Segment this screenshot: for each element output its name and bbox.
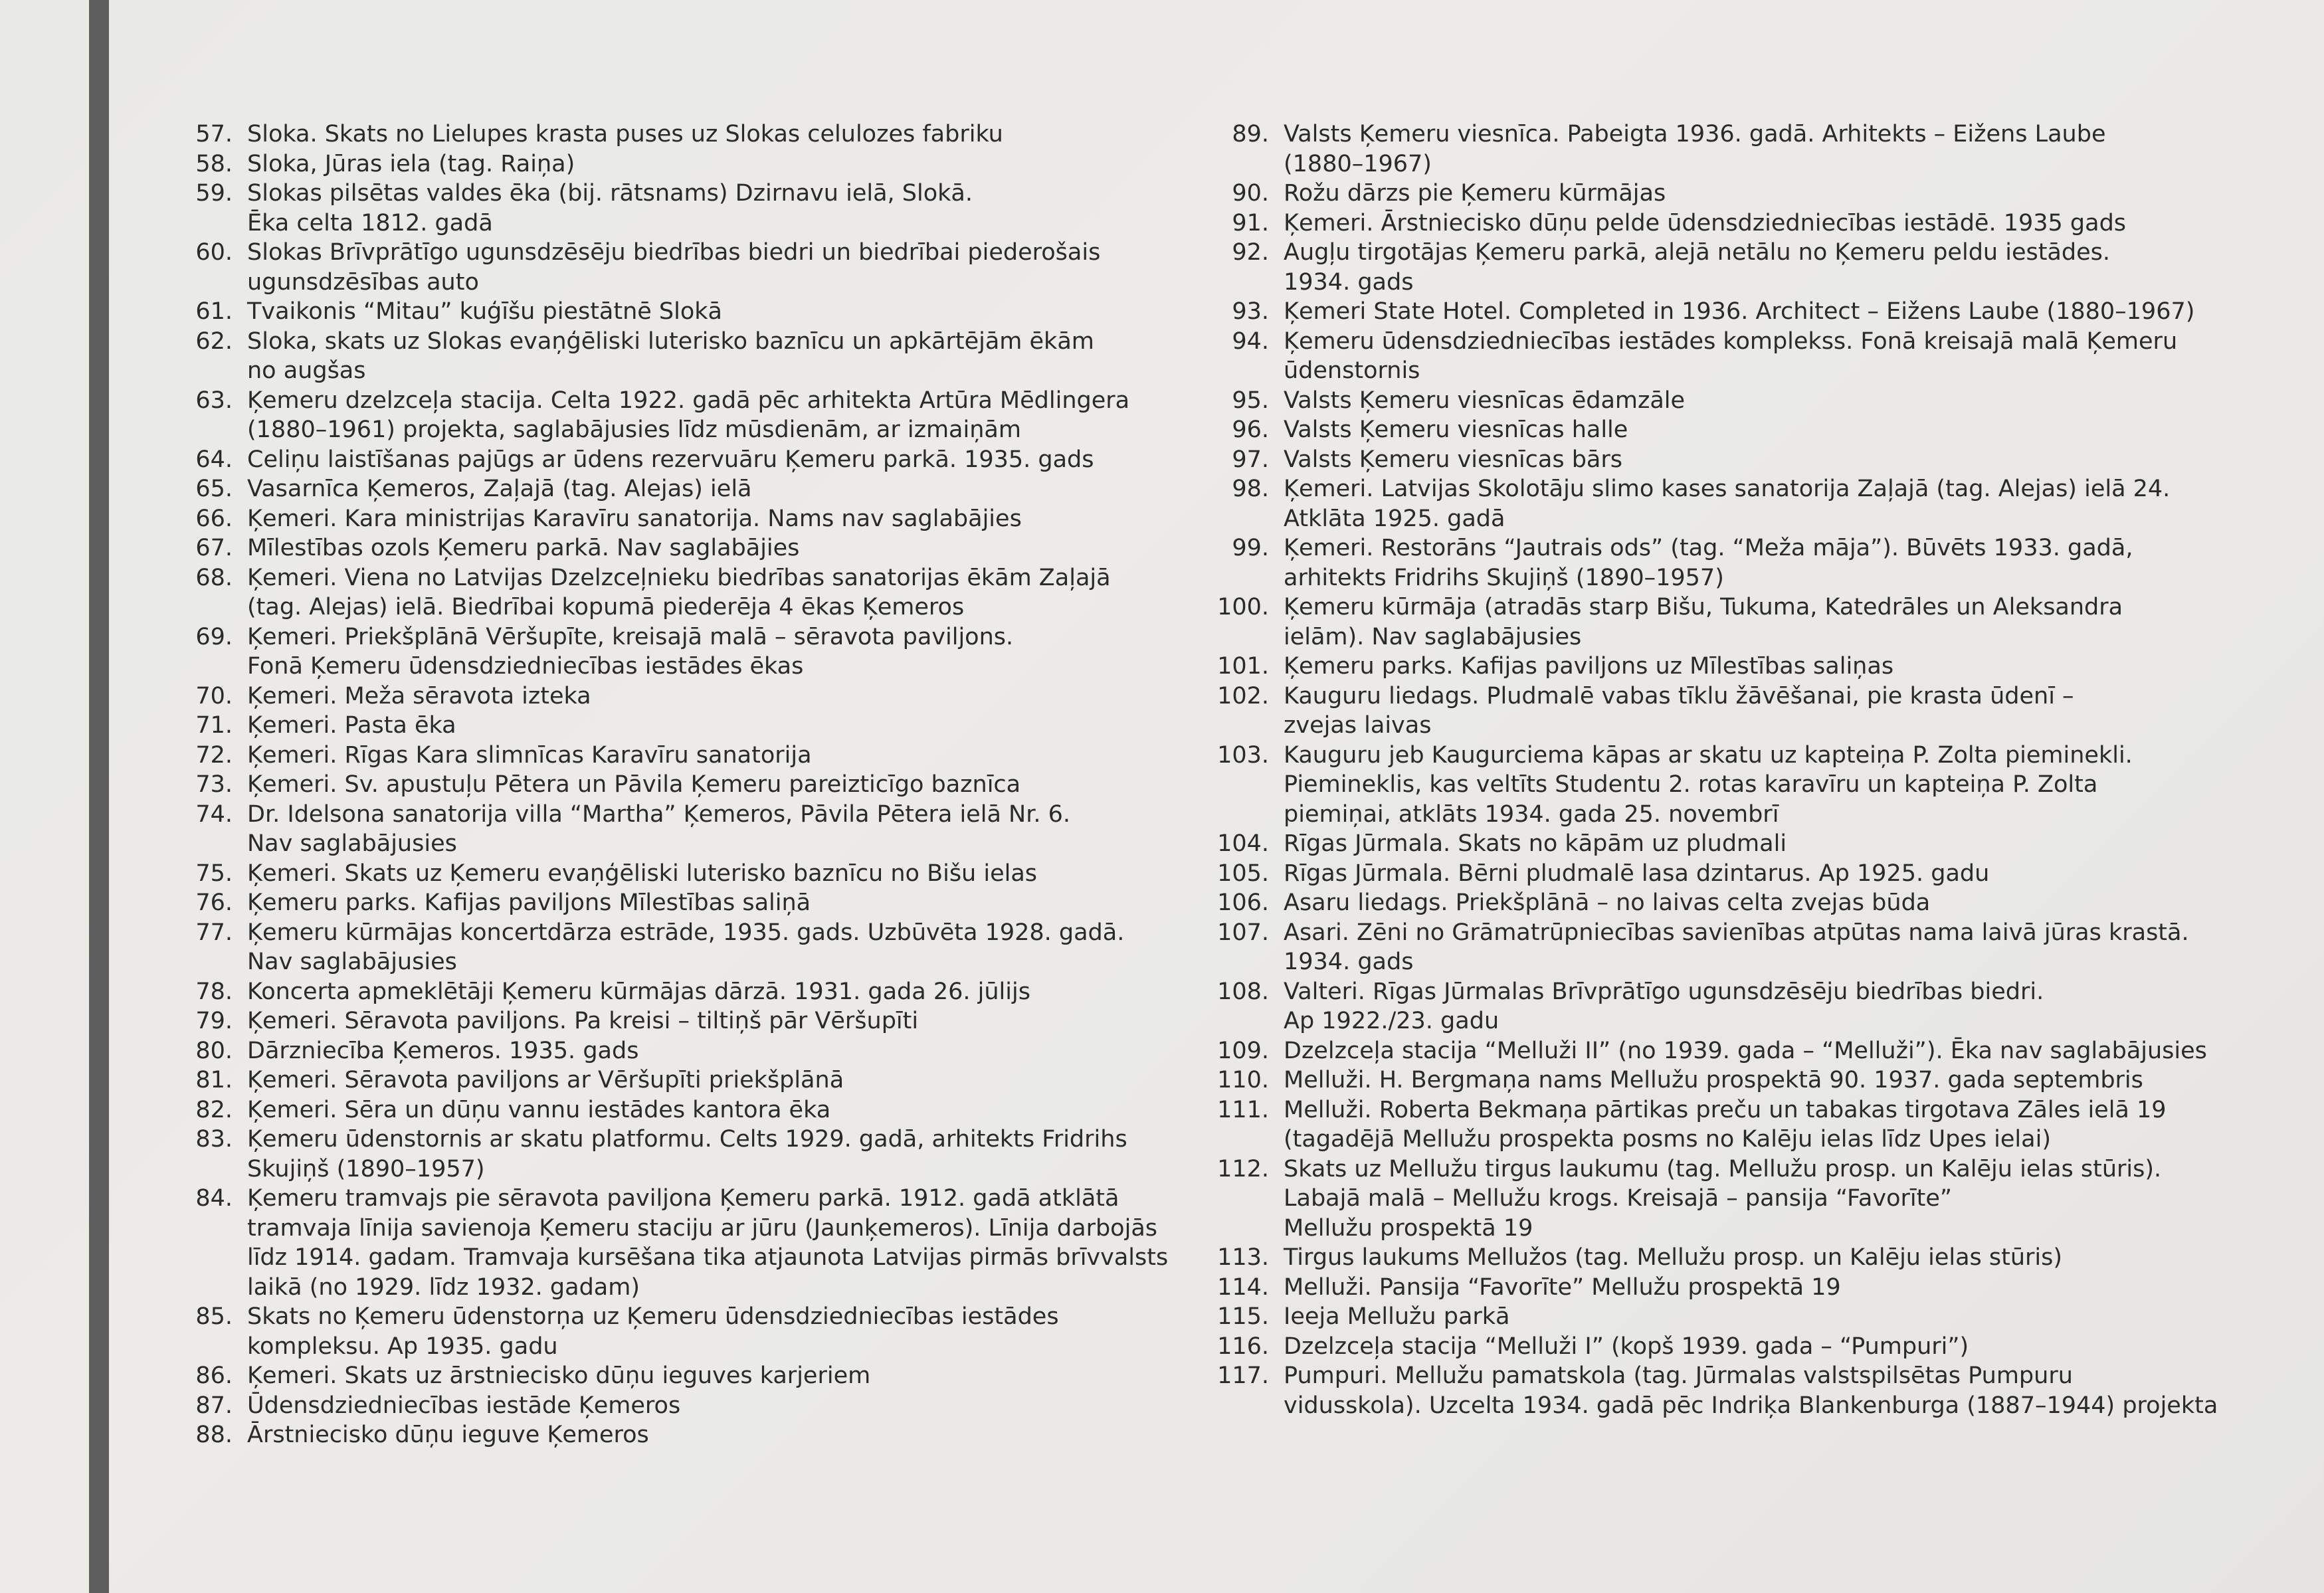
caption-text [1284, 1066, 2219, 1095]
caption-number: 89. [1232, 121, 1269, 147]
caption-number: 107. [1217, 919, 1269, 946]
caption-entry [174, 918, 1184, 977]
caption-number: 68. [195, 564, 233, 591]
caption-line: Mīlestības ozols Ķemeru parkā. Nav saglabājies [247, 535, 800, 561]
caption-entry [174, 1361, 1184, 1391]
caption-line: Asaru liedags. Priekšplānā – no laivas celta zvejas būda [1284, 890, 1931, 916]
caption-line: no augšas [247, 357, 366, 384]
caption-number: 92. [1232, 239, 1269, 266]
caption-number: 110. [1217, 1067, 1269, 1093]
caption-line: Ķemeri. Sēra un dūņu vannu iestādes kantora ēka [247, 1096, 831, 1123]
caption-text [247, 1361, 1184, 1391]
caption-entry [1196, 1036, 2219, 1066]
caption-text [247, 1302, 1184, 1361]
caption-text [1284, 445, 2219, 475]
caption-line: Ķemeri. Kara ministrijas Karavīru sanatorija. Nams nav saglabājies [247, 505, 1022, 532]
caption-entry [1196, 652, 2219, 682]
caption-entry [1196, 977, 2219, 1036]
caption-entry [174, 563, 1184, 622]
caption-line: Ķemeru kūrmāja (atradās starp Bišu, Tukuma, Katedrāles un Aleksandra [1284, 594, 2123, 620]
caption-entry [174, 1036, 1184, 1066]
caption-entry [174, 474, 1184, 504]
caption-line: Valsts Ķemeru viesnīcas halle [1284, 417, 1628, 443]
caption-line: Rīgas Jūrmala. Skats no kāpām uz pludmali [1284, 830, 1787, 857]
caption-text [1284, 1155, 2219, 1244]
caption-text [247, 563, 1184, 622]
caption-number: 111. [1217, 1096, 1269, 1123]
caption-number: 81. [195, 1067, 233, 1093]
caption-line: Ķemeri. Rīgas Kara slimnīcas Karavīru sanatorija [247, 741, 812, 769]
caption-entry [1196, 386, 2219, 416]
caption-line: Skats uz Mellužu tirgus laukumu (tag. Mellužu prosp. un Kalēju ielas stūris). [1284, 1155, 2162, 1182]
caption-line: 1934. gads [1284, 949, 1414, 975]
caption-text [247, 1006, 1184, 1036]
caption-number: 85. [195, 1303, 233, 1330]
caption-line: Ap 1922./23. gadu [1284, 1008, 1500, 1034]
caption-text [247, 918, 1184, 977]
caption-text [247, 179, 1184, 238]
caption-number: 94. [1232, 328, 1269, 355]
caption-line: Dzelzceļa stacija “Melluži I” (kopš 1939. gada – “Pumpuri”) [1284, 1333, 1969, 1360]
caption-text [1284, 386, 2219, 416]
caption-entry [174, 1184, 1184, 1302]
caption-line: Ieeja Mellužu parkā [1284, 1303, 1510, 1330]
caption-text [1284, 1243, 2219, 1273]
caption-line: Ķemeri. Priekšplānā Vēršupīte, kreisajā malā – sēravota paviljons. [247, 623, 1014, 650]
caption-text [1284, 829, 2219, 859]
caption-list-left [174, 120, 1184, 1450]
caption-entry [1196, 682, 2219, 741]
caption-text [247, 622, 1184, 682]
caption-text [247, 297, 1184, 327]
caption-line: Ķemeru tramvajs pie sēravota paviljona Ķemeru parkā. 1912. gadā atklātā [247, 1185, 1119, 1212]
caption-number: 83. [195, 1126, 233, 1153]
caption-line: Ķemeri. Skats uz ārstniecisko dūņu ieguves karjeriem [247, 1362, 871, 1389]
caption-line: ielām). Nav saglabājusies [1284, 623, 1582, 650]
caption-entry [1196, 179, 2219, 209]
caption-number: 70. [195, 682, 233, 709]
caption-number: 100. [1217, 594, 1269, 620]
caption-text [247, 1184, 1184, 1302]
caption-number: 114. [1217, 1273, 1269, 1301]
caption-text [247, 1125, 1184, 1184]
caption-line: Ķemeri. Viena no Latvijas Dzelzceļnieku biedrības sanatorijas ēkām Zaļajā [247, 564, 1111, 591]
caption-text [247, 474, 1184, 504]
caption-number: 115. [1217, 1303, 1269, 1330]
caption-entry [174, 977, 1184, 1007]
caption-number: 80. [195, 1037, 233, 1064]
caption-line: Ārstniecisko dūņu ieguve Ķemeros [247, 1422, 649, 1448]
caption-text [1284, 1302, 2219, 1332]
caption-number: 84. [195, 1185, 233, 1212]
caption-entry [1196, 445, 2219, 475]
caption-text [247, 238, 1184, 297]
caption-text [247, 149, 1184, 179]
caption-text [1284, 415, 2219, 445]
caption-line: Ķemeri State Hotel. Completed in 1936. Architect – Eižens Laube (1880–1967) [1284, 298, 2195, 325]
caption-entry [1196, 120, 2219, 179]
caption-line: Ķemeri. Pasta ēka [247, 712, 456, 739]
caption-line: Koncerta apmeklētāji Ķemeru kūrmājas dārzā. 1931. gada 26. jūlijs [247, 978, 1030, 1005]
caption-number: 101. [1217, 653, 1269, 680]
caption-entry [174, 888, 1184, 918]
caption-entry [1196, 327, 2219, 386]
caption-text [247, 859, 1184, 889]
caption-text [1284, 474, 2219, 533]
caption-text [247, 327, 1184, 386]
caption-entry [174, 1420, 1184, 1450]
caption-line: Pumpuri. Mellužu pamatskola (tag. Jūrmalas valstspilsētas Pumpuru [1284, 1362, 2073, 1389]
caption-entry [174, 711, 1184, 741]
caption-line: Ūdensdziedniecības iestāde Ķemeros [247, 1392, 681, 1419]
caption-text [247, 888, 1184, 918]
caption-text [1284, 238, 2219, 297]
caption-line: Sloka, skats uz Slokas evaņģēliski luterisko baznīcu un apkārtējām ēkām [247, 328, 1094, 355]
caption-text [247, 1066, 1184, 1095]
caption-text [1284, 888, 2219, 918]
caption-line: Slokas pilsētas valdes ēka (bij. rātsnams) Dzirnavu ielā, Slokā. [247, 180, 973, 207]
caption-line: Skats no Ķemeru ūdenstorņa uz Ķemeru ūdensdziedniecības iestādes [247, 1303, 1059, 1330]
caption-line: Atklāta 1925. gadā [1284, 505, 1505, 532]
caption-entry [1196, 1066, 2219, 1095]
caption-line: Ķemeri. Skats uz Ķemeru evaņģēliski luterisko baznīcu no Bišu ielas [247, 860, 1038, 887]
caption-line: Piemineklis, kas veltīts Studentu 2. rotas karavīru un kapteiņa P. Zolta [1284, 771, 2098, 798]
caption-entry [174, 1095, 1184, 1125]
caption-line: Rožu dārzs pie Ķemeru kūrmājas [1284, 180, 1666, 207]
caption-line: Sloka, Jūras iela (tag. Raiņa) [247, 150, 575, 177]
caption-entry [174, 149, 1184, 179]
caption-text [1284, 1273, 2219, 1303]
caption-entry [1196, 1155, 2219, 1244]
caption-entry [174, 504, 1184, 534]
caption-number: 77. [195, 919, 233, 946]
caption-text [1284, 1332, 2219, 1362]
caption-entry [174, 770, 1184, 800]
caption-text [1284, 977, 2219, 1036]
caption-line: piemiņai, atklāts 1934. gada 25. novembrī [1284, 800, 1779, 828]
caption-number: 90. [1232, 180, 1269, 207]
caption-line: ugunsdzēsības auto [247, 268, 479, 296]
caption-number: 93. [1232, 298, 1269, 325]
caption-line: Slokas Brīvprātīgo ugunsdzēsēju biedrības biedri un biedrībai piederošais [247, 239, 1101, 266]
caption-line: Celiņu laistīšanas pajūgs ar ūdens rezervuāru Ķemeru parkā. 1935. gads [247, 446, 1094, 473]
caption-text [247, 1036, 1184, 1066]
caption-line: Asari. Zēni no Grāmatrūpniecības savienības atpūtas nama laivā jūras krastā. [1284, 919, 2189, 946]
caption-line: līdz 1914. gadam. Tramvaja kursēšana tika atjaunota Latvijas pirmās brīvvalsts [247, 1244, 1169, 1271]
caption-line: Sloka. Skats no Lielupes krasta puses uz Slokas celulozes fabriku [247, 121, 1003, 147]
caption-text [247, 682, 1184, 711]
caption-entry [1196, 1361, 2219, 1420]
caption-text [1284, 327, 2219, 386]
caption-number: 78. [195, 978, 233, 1005]
caption-number: 72. [195, 741, 233, 769]
caption-line: 1934. gads [1284, 268, 1414, 296]
caption-entry [174, 682, 1184, 711]
caption-entry [174, 297, 1184, 327]
caption-entry [174, 1066, 1184, 1095]
caption-number: 57. [195, 121, 233, 147]
caption-number: 96. [1232, 417, 1269, 443]
caption-number: 60. [195, 239, 233, 266]
caption-entry [1196, 474, 2219, 533]
caption-text [1284, 682, 2219, 741]
caption-entry [174, 445, 1184, 475]
caption-entry [174, 1006, 1184, 1036]
caption-number: 65. [195, 476, 233, 502]
caption-line: Augļu tirgotājas Ķemeru parkā, alejā netālu no Ķemeru peldu iestādes. [1284, 239, 2110, 266]
caption-entry [1196, 297, 2219, 327]
caption-line: zvejas laivas [1284, 712, 1432, 739]
caption-text [1284, 209, 2219, 238]
caption-entry [174, 238, 1184, 297]
caption-entry [174, 622, 1184, 682]
caption-entry [174, 741, 1184, 771]
caption-line: Ķemeru ūdenstornis ar skatu platformu. Celts 1929. gadā, arhitekts Fridrihs [247, 1126, 1127, 1153]
left-edge-bar [89, 0, 109, 1593]
caption-line: Ķemeru dzelzceļa stacija. Celta 1922. gadā pēc arhitekta Artūra Mēdlingera [247, 387, 1130, 414]
caption-text [1284, 1361, 2219, 1420]
caption-number: 71. [195, 712, 233, 739]
caption-number: 63. [195, 387, 233, 414]
caption-line: Valsts Ķemeru viesnīcas ēdamzāle [1284, 387, 1686, 414]
caption-line: Kauguru jeb Kaugurciema kāpas ar skatu uz kapteiņa P. Zolta pieminekli. [1284, 741, 2133, 769]
caption-line: Ķemeri. Latvijas Skolotāju slimo kases sanatorija Zaļajā (tag. Alejas) ielā 24. [1284, 476, 2171, 502]
caption-line: Dr. Idelsona sanatorija villa “Martha” Ķemeros, Pāvila Pētera ielā Nr. 6. [247, 800, 1071, 828]
caption-entry [174, 386, 1184, 445]
caption-entry [1196, 415, 2219, 445]
caption-entry [1196, 209, 2219, 238]
caption-number: 95. [1232, 387, 1269, 414]
caption-text [1284, 918, 2219, 977]
caption-text [247, 800, 1184, 859]
caption-entry [174, 327, 1184, 386]
caption-line: Dzelzceļa stacija “Melluži II” (no 1939. gada – “Melluži”). Ēka nav saglabājusies [1284, 1037, 2207, 1064]
caption-line: Ķemeru ūdensdziedniecības iestādes komplekss. Fonā kreisajā malā Ķemeru [1284, 328, 2178, 355]
caption-line: (1880–1967) [1284, 150, 1432, 177]
caption-entry [1196, 859, 2219, 889]
caption-line: Valsts Ķemeru viesnīcas bārs [1284, 446, 1622, 473]
caption-number: 112. [1217, 1155, 1269, 1182]
caption-number: 99. [1232, 535, 1269, 561]
caption-number: 76. [195, 890, 233, 916]
caption-number: 109. [1217, 1037, 1269, 1064]
caption-line: Mellužu prospektā 19 [1284, 1214, 1533, 1242]
caption-number: 105. [1217, 860, 1269, 887]
caption-entry [1196, 1332, 2219, 1362]
caption-line: Melluži. Roberta Bekmaņa pārtikas preču un tabakas tirgotava Zāles ielā 19 [1284, 1096, 2167, 1123]
caption-number: 86. [195, 1362, 233, 1389]
caption-number: 67. [195, 535, 233, 561]
caption-number: 74. [195, 800, 233, 828]
caption-text [247, 770, 1184, 800]
caption-entry [174, 1302, 1184, 1361]
caption-text [1284, 741, 2219, 830]
caption-entry [1196, 1095, 2219, 1155]
caption-number: 103. [1217, 741, 1269, 769]
caption-line: ūdenstornis [1284, 357, 1420, 384]
caption-number: 82. [195, 1096, 233, 1123]
caption-number: 59. [195, 180, 233, 207]
caption-line: Ķemeru parks. Kafijas paviljons Mīlestības saliņā [247, 890, 811, 916]
caption-number: 75. [195, 860, 233, 887]
caption-number: 98. [1232, 476, 1269, 502]
caption-line: Fonā Ķemeru ūdensdziedniecības iestādes ēkas [247, 653, 804, 680]
caption-entry [174, 800, 1184, 859]
caption-number: 64. [195, 446, 233, 473]
caption-number: 88. [195, 1422, 233, 1448]
caption-entry [1196, 1273, 2219, 1303]
caption-text [247, 1391, 1184, 1421]
caption-number: 102. [1217, 682, 1269, 709]
caption-line: Tvaikonis “Mitau” kuģīšu piestātnē Slokā [247, 298, 723, 325]
caption-text [1284, 179, 2219, 209]
caption-text [1284, 297, 2219, 327]
caption-line: Melluži. H. Bergmaņa nams Mellužu prospektā 90. 1937. gada septembris [1284, 1067, 2143, 1093]
caption-number: 116. [1217, 1333, 1269, 1360]
caption-number: 113. [1217, 1244, 1269, 1271]
caption-line: tramvaja līnija savienoja Ķemeru staciju ar jūru (Jaunķemeros). Līnija darbojās [247, 1214, 1158, 1242]
caption-line: Tirgus laukums Mellužos (tag. Mellužu prosp. un Kalēju ielas stūris) [1284, 1244, 2063, 1271]
caption-line: Ķemeri. Meža sēravota izteka [247, 682, 591, 709]
caption-line: Ķemeri. Sv. apustuļu Pētera un Pāvila Ķemeru pareizticīgo baznīca [247, 771, 1021, 798]
caption-number: 62. [195, 328, 233, 355]
caption-number: 66. [195, 505, 233, 532]
caption-entry [1196, 741, 2219, 830]
caption-number: 97. [1232, 446, 1269, 473]
caption-line: Dārzniecība Ķemeros. 1935. gads [247, 1037, 639, 1064]
caption-number: 79. [195, 1008, 233, 1034]
caption-text [247, 504, 1184, 534]
caption-line: (tagadējā Mellužu prospekta posms no Kalēju ielas līdz Upes ielai) [1284, 1126, 2051, 1153]
caption-text [247, 386, 1184, 445]
caption-line: Skujiņš (1890–1957) [247, 1155, 485, 1182]
caption-number: 61. [195, 298, 233, 325]
caption-line: Ķemeri. Ārstniecisko dūņu pelde ūdensdziedniecības iestādē. 1935 gads [1284, 209, 2127, 236]
caption-text [247, 1420, 1184, 1450]
caption-entry [174, 179, 1184, 238]
caption-line: vidusskola). Uzcelta 1934. gadā pēc Indriķa Blankenburga (1887–1944) projekta [1284, 1392, 2218, 1419]
caption-line: Ķemeri. Restorāns “Jautrais ods” (tag. “Meža māja”). Būvēts 1933. gadā, [1284, 535, 2133, 561]
caption-number: 58. [195, 150, 233, 177]
caption-text [247, 1095, 1184, 1125]
caption-line: Ķemeru parks. Kafijas paviljons uz Mīlestības saliņas [1284, 653, 1894, 680]
caption-line: kompleksu. Ap 1935. gadu [247, 1333, 558, 1360]
caption-text [1284, 1036, 2219, 1066]
caption-entry [1196, 593, 2219, 652]
caption-text [1284, 1095, 2219, 1155]
caption-line: arhitekts Fridrihs Skujiņš (1890–1957) [1284, 564, 1724, 591]
caption-text [1284, 533, 2219, 593]
caption-line: Nav saglabājusies [247, 949, 457, 975]
caption-entry [1196, 1302, 2219, 1332]
caption-line: (1880–1961) projekta, saglabājusies līdz mūsdienām, ar izmaiņām [247, 417, 1021, 443]
caption-entry [174, 859, 1184, 889]
caption-text [1284, 652, 2219, 682]
caption-number: 73. [195, 771, 233, 798]
caption-line: (tag. Alejas) ielā. Biedrībai kopumā piederēja 4 ēkas Ķemeros [247, 594, 965, 620]
caption-line: Rīgas Jūrmala. Bērni pludmalē lasa dzintarus. Ap 1925. gadu [1284, 860, 1990, 887]
caption-text [247, 711, 1184, 741]
caption-text [1284, 859, 2219, 889]
caption-line: Melluži. Pansija “Favorīte” Mellužu prospektā 19 [1284, 1273, 1841, 1301]
caption-text [247, 977, 1184, 1007]
caption-text [247, 741, 1184, 771]
caption-entry [1196, 1243, 2219, 1273]
caption-line: Nav saglabājusies [247, 830, 457, 857]
caption-entry [1196, 829, 2219, 859]
caption-text [1284, 120, 2219, 179]
caption-line: Vasarnīca Ķemeros, Zaļajā (tag. Alejas) ielā [247, 476, 752, 502]
caption-line: Kauguru liedags. Pludmalē vabas tīklu žāvēšanai, pie krasta ūdenī – [1284, 682, 2074, 709]
caption-number: 104. [1217, 830, 1269, 857]
caption-entry [1196, 918, 2219, 977]
caption-number: 106. [1217, 890, 1269, 916]
caption-number: 69. [195, 623, 233, 650]
caption-line: Ēka celta 1812. gadā [247, 209, 493, 236]
caption-text [247, 445, 1184, 475]
caption-line: Labajā malā – Mellužu krogs. Kreisajā – pansija “Favorīte” [1284, 1185, 1953, 1212]
caption-entry [1196, 533, 2219, 593]
caption-entry [174, 1125, 1184, 1184]
caption-list-right [1196, 120, 2219, 1420]
caption-line: Ķemeru kūrmājas koncertdārza estrāde, 1935. gads. Uzbūvēta 1928. gadā. [247, 919, 1125, 946]
caption-line: Ķemeri. Sēravota paviljons. Pa kreisi – tiltiņš pār Vēršupīti [247, 1008, 919, 1034]
caption-entry [174, 1391, 1184, 1421]
caption-entry [174, 533, 1184, 563]
caption-line: laikā (no 1929. līdz 1932. gadam) [247, 1273, 640, 1301]
caption-entry [174, 120, 1184, 149]
caption-line: Valteri. Rīgas Jūrmalas Brīvprātīgo ugunsdzēsēju biedrības biedri. [1284, 978, 2044, 1005]
caption-entry [1196, 238, 2219, 297]
caption-number: 87. [195, 1392, 233, 1419]
caption-line: Ķemeri. Sēravota paviljons ar Vēršupīti priekšplānā [247, 1067, 844, 1093]
caption-entry [1196, 888, 2219, 918]
caption-text [247, 120, 1184, 149]
caption-text [247, 533, 1184, 563]
caption-number: 108. [1217, 978, 1269, 1005]
caption-number: 117. [1217, 1362, 1269, 1389]
caption-number: 91. [1232, 209, 1269, 236]
caption-text [1284, 593, 2219, 652]
caption-line: Valsts Ķemeru viesnīca. Pabeigta 1936. gadā. Arhitekts – Eižens Laube [1284, 121, 2106, 147]
